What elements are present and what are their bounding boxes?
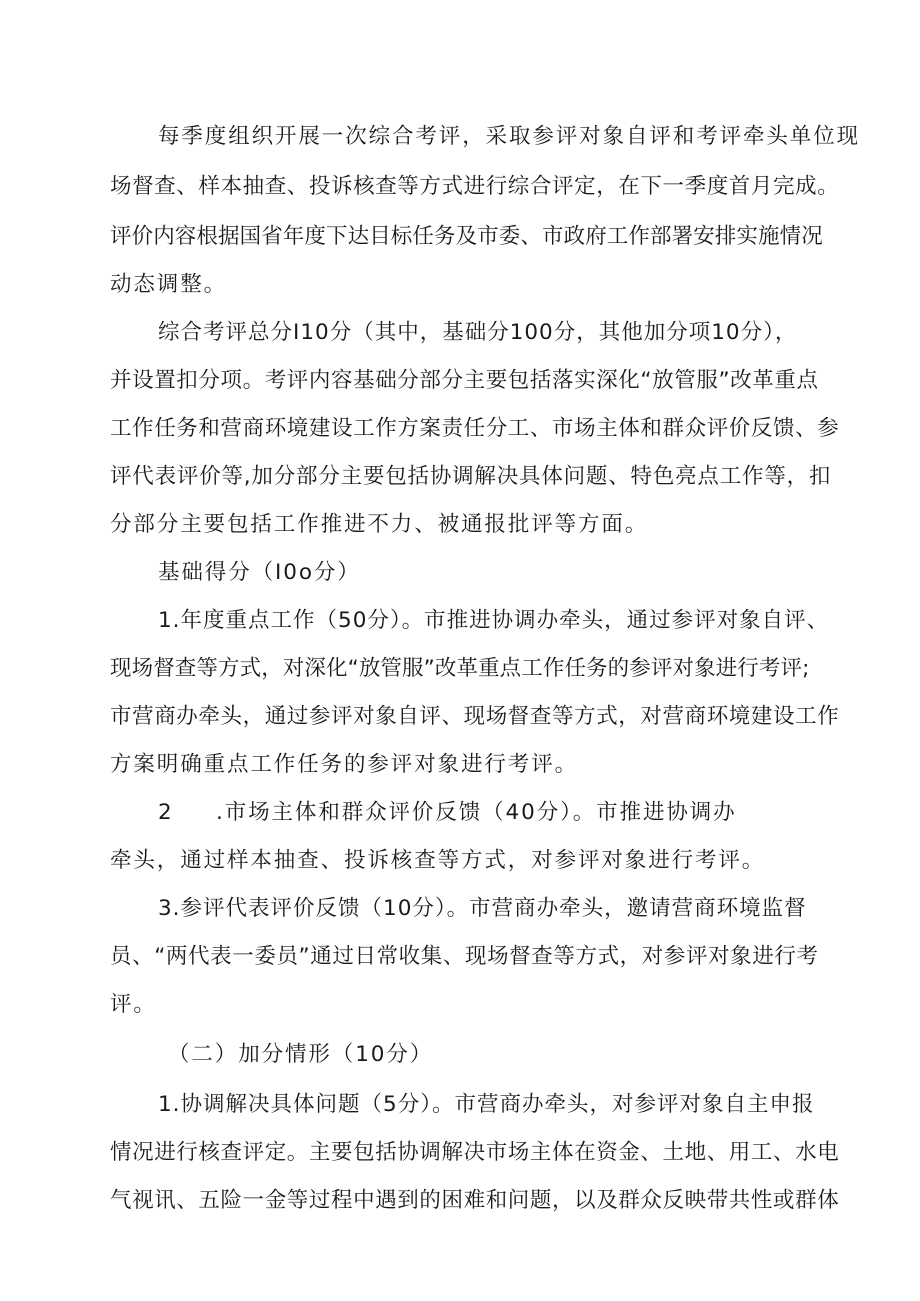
text-line: 牵头，通过样本抽查、投诉核查等方式，对参评对象进行考评。 xyxy=(110,848,766,873)
text-line: 并设置扣分项。考评内容基础分部分主要包括落实深化“放管服”改革重点 xyxy=(110,368,819,393)
text-line: 现场督查等方式，对深化“放管服”改革重点工作任务的参评对象进行考评; xyxy=(110,656,810,681)
text-line: 1.协调解决具体问题（5分）。市营商办牵头，对参评对象自主申报 xyxy=(158,1092,815,1117)
text-line: .市场主体和群众评价反馈（40分）。市推进协调办 xyxy=(216,800,737,825)
section-heading-basic-score: 基础得分（I0o分） xyxy=(158,560,361,585)
text-line: 3.参评代表评价反馈（10分）。市营商办牵头，邀请营商环境监督 xyxy=(158,896,807,921)
text-line: 评。 xyxy=(110,992,157,1017)
list-number: 2 xyxy=(158,800,174,825)
text-line: 动态调整。 xyxy=(110,272,228,297)
text-line: 方案明确重点工作任务的参评对象进行考评。 xyxy=(110,752,579,777)
text-line: 1.年度重点工作（50分）。市推进协调办牵头，通过参评对象自评、 xyxy=(158,608,830,633)
text-line: 综合考评总分I10分（其中，基础分100分，其他加分项10分）， xyxy=(158,320,798,345)
text-line: 员、“两代表一委员”通过日常收集、现场督查等方式，对参评对象进行考 xyxy=(110,944,819,969)
text-line: 市营商办牵头，通过参评对象自评、现场督查等方式，对营商环境建设工作 xyxy=(110,704,840,729)
text-line: 气视讯、五险一金等过程中遇到的困难和问题，以及群众反映带共性或群体 xyxy=(110,1188,840,1213)
text-line: 每季度组织开展一次综合考评，采取参评对象自评和考评牵头单位现 xyxy=(158,124,861,149)
section-heading-bonus: （二）加分情形（10分） xyxy=(168,1042,434,1067)
text-line: 工作任务和营商环境建设工作方案责任分工、市场主体和群众评价反馈、参 xyxy=(110,416,840,441)
text-line: 评代表评价等,加分部分主要包括协调解决具体问题、特色亮点工作等，扣 xyxy=(110,464,832,489)
text-line: 评价内容根据国省年度下达目标任务及市委、市政府工作部署安排实施情况 xyxy=(110,224,823,249)
text-line: 场督查、样本抽查、投诉核查等方式进行综合评定，在下一季度首月完成。 xyxy=(110,174,840,199)
text-line: 分部分主要包括工作推进不力、被通报批评等方面。 xyxy=(110,512,649,537)
text-line: 情况进行核查评定。主要包括协调解决市场主体在资金、土地、用工、水电 xyxy=(110,1140,840,1165)
